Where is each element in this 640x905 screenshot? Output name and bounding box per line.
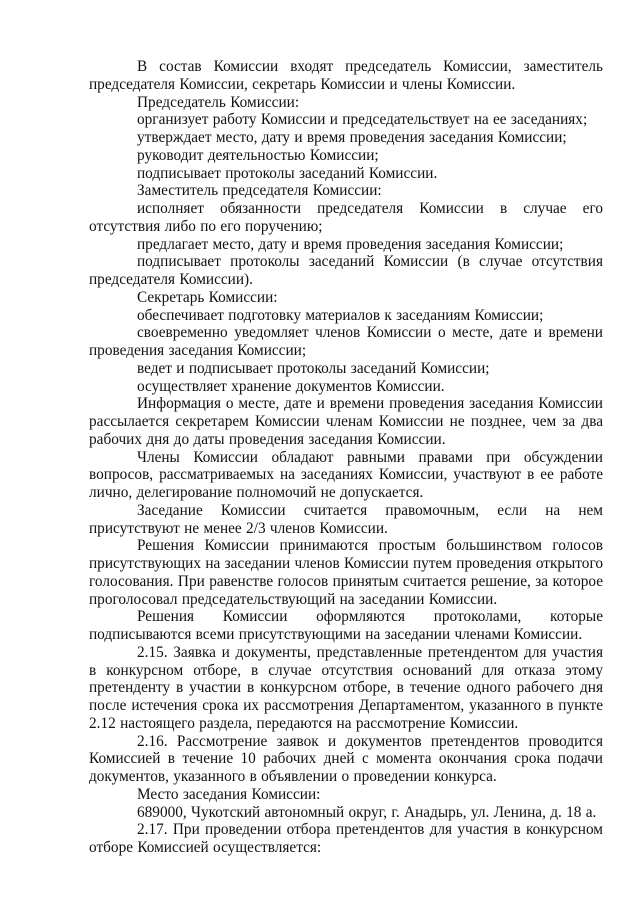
paragraph: 689000, Чукотский автономный округ, г. Анадырь, ул. Ленина, д. 18 а. <box>137 803 597 821</box>
paragraph: Члены Комиссии обладают равными правами при обсуждении вопросов, рассматриваемых на заседаниях Комиссии, участвуют в ее работе лично, делегирование полномочий не допускается. <box>89 448 603 501</box>
paragraph: Заседание Комиссии считается правомочным, если на нем присутствуют не менее 2/3 членов Комиссии. <box>89 501 603 537</box>
paragraph: подписывает протоколы заседаний Комиссии. <box>137 164 438 182</box>
paragraph: осуществляет хранение документов Комиссии. <box>137 377 445 395</box>
paragraph: обеспечивает подготовку материалов к заседаниям Комиссии; <box>137 306 544 324</box>
paragraph: ведет и подписывает протоколы заседаний Комиссии; <box>137 359 490 377</box>
paragraph: исполняет обязанности председателя Комиссии в случае его отсутствия либо по его поручению; <box>89 200 603 235</box>
paragraph: Председатель Комиссии: <box>137 93 300 111</box>
paragraph: В состав Комиссии входят председатель Комиссии, заместитель председателя Комиссии, секретарь Комиссии и члены Комиссии. <box>89 58 603 93</box>
paragraph: Заместитель председателя Комиссии: <box>137 182 382 200</box>
paragraph: 2.17. При проведении отбора претендентов для участия в конкурсном отборе Комиссией осуществляется: <box>89 821 603 856</box>
paragraph: подписывает протоколы заседаний Комиссии (в случае отсутствия председателя Комиссии). <box>89 253 603 288</box>
paragraph: 2.15. Заявка и документы, представленные претендентом для участия в конкурсном отборе, в случае отсутствия оснований для отказа этому претенденту в участии в конкурсном отборе, в течение одного рабочего дня после истечения срока их рассмотрения Департаментом, указанного в пункте 2.12 настоящего раздела, передаются на рассмотрение Комиссии. <box>89 643 603 732</box>
paragraph: предлагает место, дату и время проведения заседания Комиссии; <box>137 235 564 253</box>
paragraph: организует работу Комиссии и председательствует на ее заседаниях; <box>137 111 588 129</box>
paragraph: Место заседания Комиссии: <box>137 785 321 803</box>
paragraph: Секретарь Комиссии: <box>137 288 278 306</box>
paragraph: Решения Комиссии оформляются протоколами, которые подписываются всеми присутствующими на заседании членами Комиссии. <box>89 608 603 643</box>
paragraph: Решения Комиссии принимаются простым большинством голосов присутствующих на заседании членов Комиссии путем проведения открытого голосования. При равенстве голосов принятым считается решение, за которое проголосовал председательствующий на заседании Комиссии. <box>89 537 603 608</box>
paragraph: Информация о месте, дате и времени проведения заседания Комиссии рассылается секретарем Комиссии членам Комиссии не позднее, чем за два рабочих дня до даты проведения заседания Комиссии. <box>89 395 603 448</box>
paragraph: 2.16. Рассмотрение заявок и документов претендентов проводится Комиссией в течение 10 рабочих дней с момента окончания срока подачи документов, указанного в объявлении о проведении конкурса. <box>89 732 603 785</box>
paragraph: своевременно уведомляет членов Комиссии о месте, дате и времени проведения заседания Комиссии; <box>89 324 603 359</box>
paragraph: утверждает место, дату и время проведения заседания Комиссии; <box>137 129 567 146</box>
paragraph: руководит деятельностью Комиссии; <box>137 146 379 164</box>
